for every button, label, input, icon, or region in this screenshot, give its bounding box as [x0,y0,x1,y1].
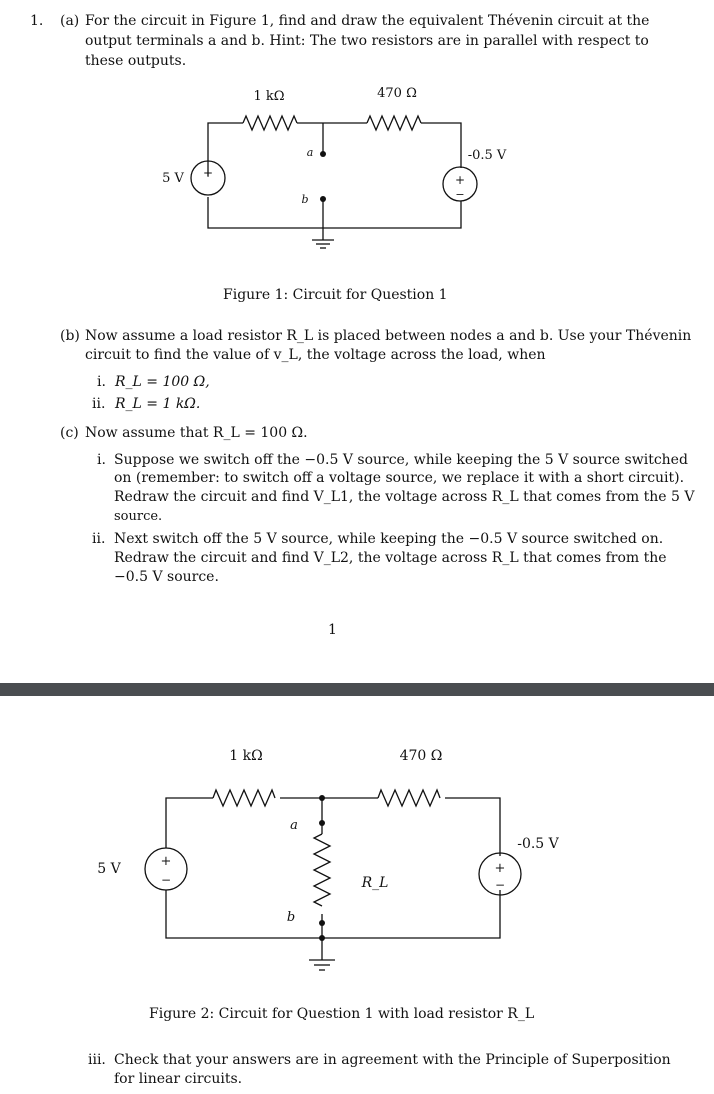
part-c-label: (c) [60,425,79,441]
node-a-label: a [306,146,314,159]
part-c-intro: Now assume that R_L = 100 Ω. [85,425,308,441]
part-c-ii-line-3: −0.5 V source. [114,569,219,585]
wire-top-left [166,798,213,848]
part-b-item-2-num: ii. [92,396,106,412]
node-b-dot [320,196,326,202]
wire-top-left [208,123,243,176]
figure-1-circuit [0,80,714,350]
part-a-line-2: output terminals a and b. Hint: The two resistors are in parallel with respect to [85,33,649,49]
wire-bottom [208,197,461,228]
r1-label: 1 kΩ [253,89,285,104]
source-neg05v-plus: + [454,173,466,187]
resistor-470 [367,116,421,130]
node-a-label: a [290,818,298,833]
source-5v-plus: + [202,166,214,180]
source-5v-plus: + [160,854,172,869]
node-bottom-junction [319,935,325,941]
part-c-ii-num: ii. [92,531,106,547]
rl-label: R_L [361,875,389,891]
part-a-line-1: For the circuit in Figure 1, find and draw the equivalent Thévenin circuit at the [85,13,650,29]
question-number: 1. [30,13,44,29]
source-5v-minus: − [160,873,172,887]
node-b-label: b [301,193,309,206]
part-c-iii-line-2: for linear circuits. [114,1071,243,1087]
figure-2-caption: Figure 2: Circuit for Question 1 with load resistor R_L [149,1006,535,1022]
part-b-item-2: R_L = 1 kΩ. [115,396,201,412]
source-neg05v-plus: + [494,861,506,876]
page-separator [0,683,714,696]
node-a-dot [319,820,325,826]
part-c-i-line-1: Suppose we switch off the −0.5 V source, while keeping the 5 V source switched [114,452,688,468]
node-top-junction [319,795,325,801]
resistor-load [314,834,330,906]
figure-1-caption: Figure 1: Circuit for Question 1 [223,287,448,303]
node-a-dot [320,151,326,157]
part-b-label: (b) [60,328,80,344]
wire-top-right [421,123,461,168]
r1-label: 1 kΩ [229,748,263,764]
part-c-i-line-4: source. [114,509,163,524]
v1-label: 5 V [162,171,184,186]
source-neg05v-minus: − [494,878,506,892]
source-neg05v-minus: − [455,188,465,201]
part-c-i-line-3: Redraw the circuit and find V_L1, the voltage across R_L that comes from the 5 V [114,489,695,505]
part-c-i-num: i. [97,452,106,468]
part-c-ii-line-2: Redraw the circuit and find V_L2, the voltage across R_L that comes from the [114,550,667,566]
node-b-dot [319,920,325,926]
resistor-1k [243,116,297,130]
part-b-line-1: Now assume a load resistor R_L is placed between nodes a and b. Use your Thévenin [85,328,692,344]
part-b-line-2: circuit to find the value of v_L, the voltage across the load, when [85,347,546,363]
resistor-470 [378,790,440,806]
part-a-label: (a) [60,13,80,29]
part-c-iii-line-1: Check that your answers are in agreement with the Principle of Superposition [114,1052,671,1068]
page-number: 1 [328,622,337,638]
v2-label: -0.5 V [517,836,559,852]
part-a-line-3: these outputs. [85,53,187,69]
resistor-1k [213,790,275,806]
wire-bottom [166,890,500,938]
part-b-item-1: R_L = 100 Ω, [115,374,210,390]
r2-label: 470 Ω [377,86,417,101]
r2-label: 470 Ω [399,748,443,764]
wire-top-right [445,798,500,856]
v1-label: 5 V [97,861,121,877]
node-b-label: b [286,910,296,925]
part-c-iii-num: iii. [88,1052,106,1068]
part-c-ii-line-1: Next switch off the 5 V source, while keeping the −0.5 V source switched on. [114,531,664,547]
v2-label: -0.5 V [467,148,507,163]
figure-2-circuit [0,738,714,988]
part-c-i-line-2: on (remember: to switch off a voltage source, we replace it with a short circuit). [114,470,685,486]
part-b-item-1-num: i. [97,374,106,390]
